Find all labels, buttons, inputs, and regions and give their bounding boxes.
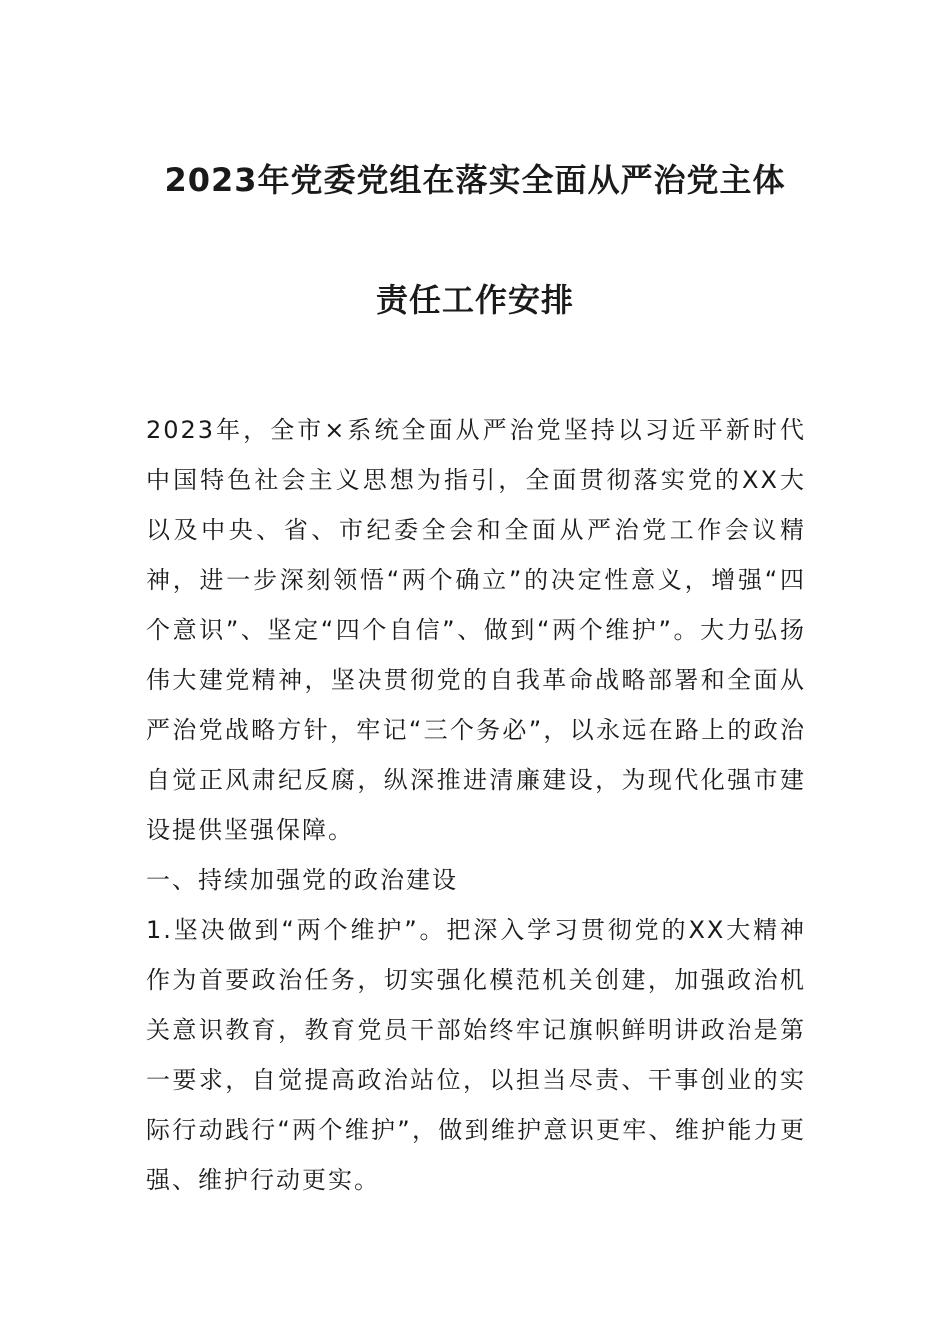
section-heading-1: 一、持续加强党的政治建设 bbox=[146, 866, 458, 894]
intro-paragraph: 2023年，全市×系统全面从严治党坚持以习近平新时代中国特色社会主义思想为指引，全面贯彻落实党的XX大以及中央、省、市纪委全会和全面从严治党工作会议精神，进一步深刻领悟“两个确立”的决定性意义，增强“四个意识”、坚定“四个自信”、做到“两个维护”。大力弘扬伟大建党精神，坚决贯彻党的自我革命战略部署和全面从严治党战略方针，牢记“三个务必”，以永远在路上的政治自觉正风肃纪反腐，纵深推进清廉建设，为现代化强市建设提供坚强保障。 bbox=[146, 416, 806, 844]
document-title-line-1: 2023年党委党组在落实全面从严治党主体 bbox=[164, 161, 786, 199]
item-1-paragraph: 1.坚决做到“两个维护”。把深入学习贯彻党的XX大精神作为首要政治任务，切实强化模范机关创建，加强政治机关意识教育，教育党员干部始终牢记旗帜鲜明讲政治是第一要求，自觉提高政治站位，以担当尽责、干事创业的实际行动践行“两个维护”，做到维护意识更牢、维护能力更强、维护行动更实。 bbox=[146, 916, 806, 1194]
document-title-line-2: 责任工作安排 bbox=[375, 281, 574, 319]
